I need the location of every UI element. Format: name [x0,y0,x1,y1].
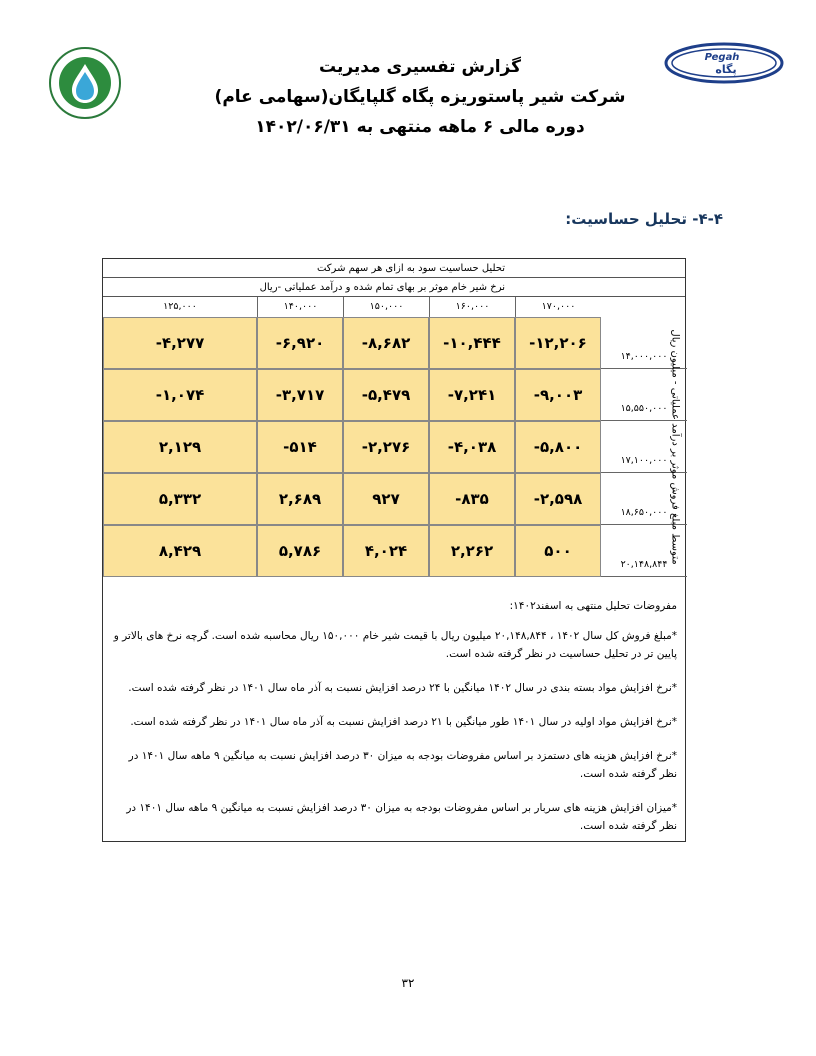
assumptions-notes [109,597,677,851]
svg-text:پگاه: پگاه [715,63,737,76]
table-cell: -۲,۲۷۶ [343,421,429,473]
col-header: ۱۴۰,۰۰۰ [257,297,343,317]
table-cell: ۲,۱۲۹ [103,421,257,473]
sensitivity-table-frame [102,258,686,842]
row-header: ۱۸,۶۵۰,۰۰۰ [601,473,687,525]
company-name: شرکت شیر پاستوریزه پگاه گلپایگان(سهامی عام) [214,87,626,107]
page-number: ۳۲ [401,976,415,990]
row-header: ۱۴,۰۰۰,۰۰۰ [601,317,687,369]
table-cell: -۲,۵۹۸ [515,473,601,525]
table-cell: -۱۲,۲۰۶ [515,317,601,369]
table-cell: -۵,۸۰۰ [515,421,601,473]
report-title: گزارش تفسیری مدیریت [318,57,522,77]
table-cell: ۲,۶۸۹ [257,473,343,525]
note-item: *نرخ افزایش هزینه های دستمزد بر اساس مفروضات بودجه به میزان ۳۰ درصد افزایش نسبت به میانگین ۹ ماهه سال ۱۴۰۱ در نظر گرفته شده است. [128,750,677,780]
table-cell: -۸,۶۸۲ [343,317,429,369]
pegah-logo [664,42,784,84]
section-heading: ۴-۴- تحلیل حساسیت: [565,210,723,228]
table-cell: ۵۰۰ [515,525,601,577]
note-item: *مبلغ فروش کل سال ۱۴۰۲ ، ۲۰,۱۴۸,۸۴۴ میلیون ریال با قیمت شیر خام ۱۵۰,۰۰۰ ریال محاسبه شده است. گرچه نرخ های بالاتر و پایین تر در تحلیل حساسیت در نظر گرفته شده است. [113,630,677,660]
table-cell: ۵,۳۳۲ [103,473,257,525]
table-cell: -۱,۰۷۴ [103,369,257,421]
col-header: ۱۵۰,۰۰۰ [343,297,429,317]
note-item: *نرخ افزایش مواد اولیه در سال ۱۴۰۱ طور میانگین با ۲۱ درصد افزایش نسبت به آذر ماه سال ۱۴۰۱ در نظر گرفته شده است. [130,716,677,728]
table-cell: -۵۱۴ [257,421,343,473]
svg-text:Pegah: Pegah [704,52,740,63]
table-cell: -۳,۷۱۷ [257,369,343,421]
sensitivity-grid [103,297,685,577]
assumptions-title: مفروضات تحلیل منتهی به اسفند۱۴۰۲: [509,600,677,612]
table-cell: ۵,۷۸۶ [257,525,343,577]
col-header: ۱۶۰,۰۰۰ [429,297,515,317]
row-header: ۱۵,۵۵۰,۰۰۰ [601,369,687,421]
row-header: ۲۰,۱۴۸,۸۴۴ [601,525,687,577]
col-header: ۱۷۰,۰۰۰ [515,297,601,317]
table-cell: ۸,۴۲۹ [103,525,257,577]
table-subtitle: نرخ شیر خام موثر بر بهای تمام شده و درآمد عملیاتی -ریال [103,278,685,297]
table-cell: -۵,۴۷۹ [343,369,429,421]
table-cell: -۱۰,۴۴۴ [429,317,515,369]
vertical-axis-label: متوسط مبلغ فروش موثر بر درآمد عملیاتی - میلیون ریال [669,329,681,565]
table-cell: ۹۲۷ [343,473,429,525]
table-cell: -۶,۹۲۰ [257,317,343,369]
table-cell: -۴,۰۳۸ [429,421,515,473]
table-cell: ۴,۰۲۴ [343,525,429,577]
table-cell: -۴,۲۷۷ [103,317,257,369]
note-item: *نرخ افزایش مواد بسته بندی در سال ۱۴۰۲ میانگین با ۲۴ درصد افزایش نسبت به آذر ماه سال ۱۴۰۱ در نظر گرفته شده است. [128,682,677,694]
table-cell: -۹,۰۰۳ [515,369,601,421]
table-cell: ۲,۲۶۲ [429,525,515,577]
note-item: *میزان افزایش هزینه های سربار بر اساس مفروضات بودجه به میزان ۳۰ درصد افزایش نسبت به میانگین ۹ ماهه سال ۱۴۰۱ در نظر گرفته شده است. [126,802,677,832]
period-title: دوره مالی ۶ ماهه منتهی به ۱۴۰۲/۰۶/۳۱ [255,117,585,137]
col-header: ۱۲۵,۰۰۰ [163,301,197,312]
table-title: تحلیل حساسیت سود به ازای هر سهم شرکت [103,259,685,278]
table-cell: -۸۳۵ [429,473,515,525]
company-seal-logo [48,46,122,120]
table-cell: -۷,۲۴۱ [429,369,515,421]
row-header: ۱۷,۱۰۰,۰۰۰ [601,421,687,473]
report-titles [180,52,660,142]
